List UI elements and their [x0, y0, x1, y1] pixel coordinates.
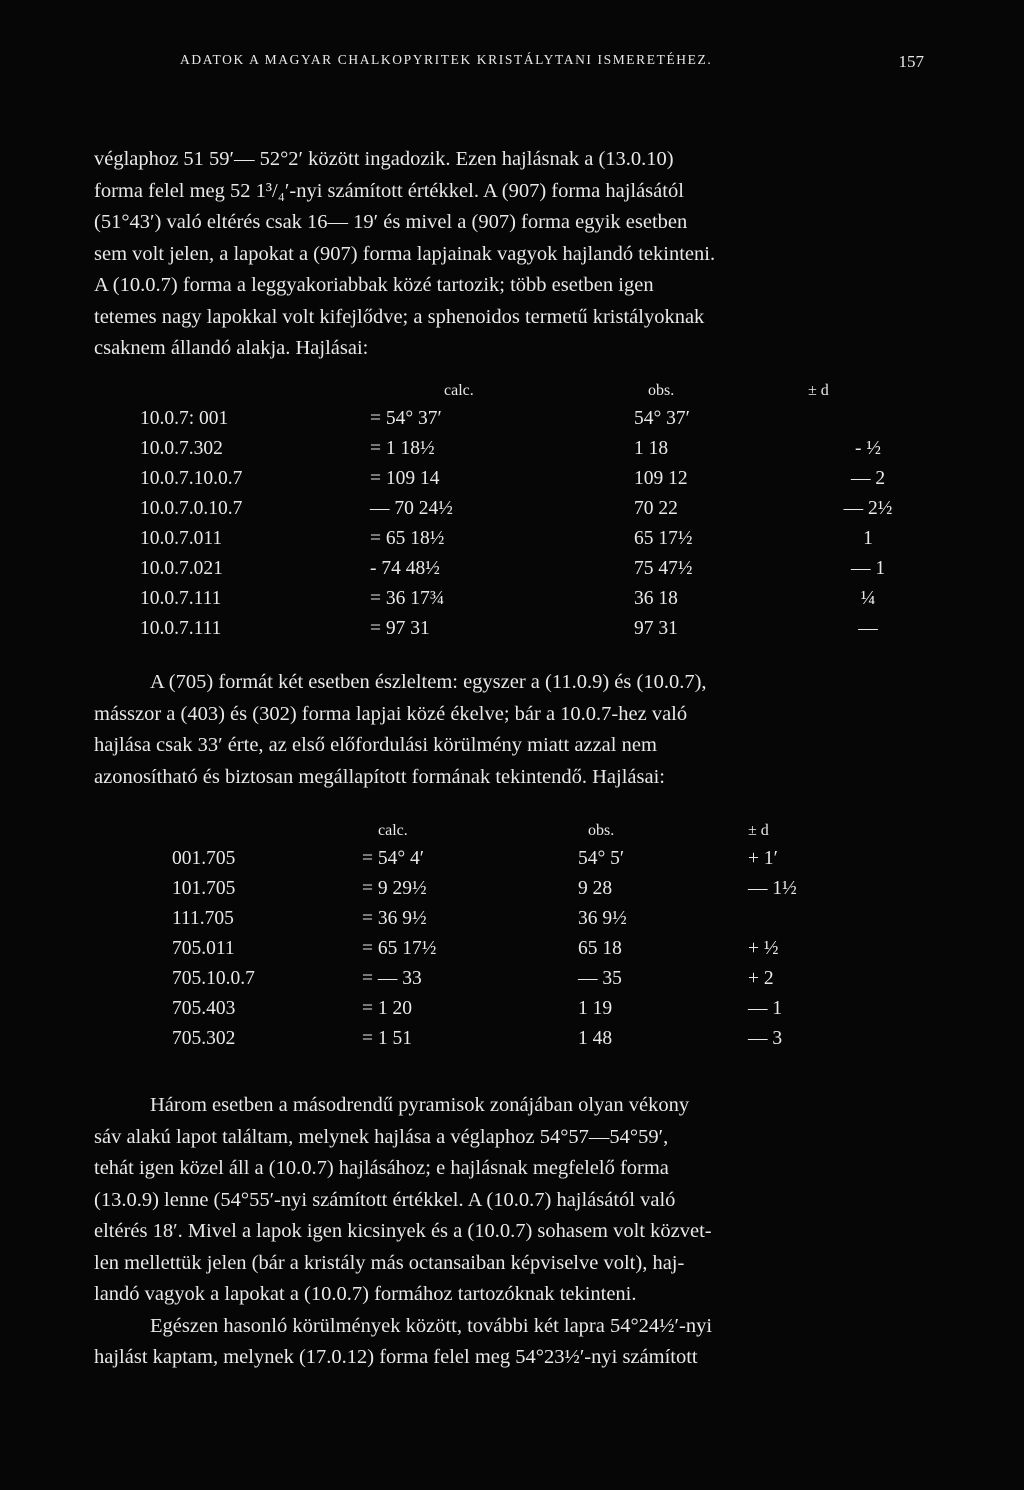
- calc-cell: = 1 20: [362, 998, 412, 1019]
- text-line: másszor a (403) és (302) forma lapjai közé ékelve; bár a 10.0.7-hez való: [94, 702, 688, 725]
- table-header-row: [140, 378, 928, 404]
- table-row: [140, 584, 928, 614]
- form-cell: 111.705: [172, 908, 234, 929]
- delta-cell: — 1: [850, 558, 886, 579]
- angle-table-1: [140, 378, 928, 644]
- calc-cell: = 97 31: [370, 618, 430, 639]
- form-cell: 101.705: [172, 878, 236, 899]
- form-cell: 10.0.7.111: [140, 618, 222, 639]
- text-line: véglaphoz 51 59′— 52°2′ között ingadozik. Ezen hajlásnak a (13.0.10): [94, 148, 674, 170]
- text-line: azonosítható és biztosan megállapított formának tekintendő. Hajlásai:: [94, 765, 665, 788]
- obs-header: obs.: [588, 822, 615, 839]
- text-line: eltérés 18′. Mivel a lapok igen kicsinyek és a (10.0.7) sohasem volt közvet-: [94, 1220, 712, 1242]
- paragraph-1: [94, 144, 952, 365]
- delta-cell: — 1½: [748, 878, 797, 899]
- calc-cell: - 74 48½: [370, 558, 440, 579]
- form-cell: 705.011: [172, 938, 235, 959]
- obs-cell: 36 18: [634, 588, 678, 609]
- obs-cell: 1 18: [634, 438, 669, 459]
- calc-header: calc.: [378, 822, 408, 839]
- form-cell: 705.302: [172, 1028, 236, 1049]
- text-line: (51°43′) való eltérés csak 16— 19′ és mivel a (907) forma egyik esetben: [94, 211, 688, 233]
- obs-header: obs.: [648, 382, 675, 399]
- obs-cell: 65 17½: [634, 528, 693, 549]
- page-number: 157: [898, 52, 924, 71]
- delta-cell: + 2: [748, 968, 774, 989]
- text-line: csaknem állandó alakja. Hajlásai:: [94, 337, 369, 359]
- delta-cell: —: [858, 618, 878, 639]
- table-row: [140, 404, 928, 434]
- calc-cell: = 65 17½: [362, 938, 437, 959]
- table-row: [172, 844, 858, 874]
- table-row: [172, 934, 858, 964]
- delta-header: ± d: [808, 382, 829, 399]
- calc-header: calc.: [444, 382, 474, 399]
- text-line: Egészen hasonló körülmények között, további két lapra 54°24½′-nyi: [150, 1314, 713, 1337]
- calc-cell: = 65 18½: [370, 528, 445, 549]
- table-row: [140, 524, 928, 554]
- form-cell: 10.0.7.011: [140, 528, 223, 549]
- running-header: [0, 52, 1024, 82]
- table-row: [140, 434, 928, 464]
- delta-cell: — 2½: [843, 498, 893, 519]
- obs-cell: 9 28: [578, 878, 613, 899]
- obs-cell: — 35: [578, 968, 622, 989]
- calc-cell: = 109 14: [370, 468, 440, 489]
- obs-cell: 54° 37′: [634, 408, 690, 429]
- delta-cell: + ½: [748, 938, 779, 959]
- obs-cell: 1 48: [578, 1028, 613, 1049]
- delta-cell: — 2: [850, 468, 886, 489]
- obs-cell: 54° 5′: [578, 848, 625, 869]
- form-cell: 10.0.7.302: [140, 438, 223, 459]
- text-line: len mellettük jelen (bár a kristály más octansaiban képviselve volt), haj-: [94, 1251, 685, 1274]
- calc-cell: = 36 17¾: [370, 588, 445, 609]
- form-cell: 10.0.7.111: [140, 588, 222, 609]
- form-cell: 705.403: [172, 998, 236, 1019]
- form-cell: 10.0.7.0.10.7: [140, 498, 243, 519]
- obs-cell: 1 19: [578, 998, 613, 1019]
- form-cell: 10.0.7.021: [140, 558, 223, 579]
- obs-cell: 75 47½: [634, 558, 693, 579]
- delta-cell: — 1: [748, 998, 783, 1019]
- form-cell: 10.0.7.10.0.7: [140, 468, 243, 489]
- text-line: hajlása csak 33′ érte, az első előfordulási körülmény miatt azzal nem: [94, 734, 657, 756]
- form-cell: 10.0.7: 001: [140, 408, 229, 429]
- text-line: Három esetben a másodrendű pyramisok zonájában olyan vékony: [150, 1094, 690, 1116]
- obs-cell: 36 9½: [578, 908, 627, 929]
- text-line: sem volt jelen, a lapokat a (907) forma lapjainak vagyok hajlandó tekinteni.: [94, 242, 716, 265]
- form-cell: 001.705: [172, 848, 236, 869]
- calc-cell: = 36 9½: [362, 908, 427, 929]
- obs-cell: 97 31: [634, 618, 678, 639]
- delta-cell: ¼: [860, 588, 876, 609]
- calc-cell: — 70 24½: [370, 498, 453, 519]
- delta-cell: - ½: [855, 438, 881, 459]
- delta-cell: 1: [863, 528, 873, 549]
- text-line: (13.0.9) lenne (54°55′-nyi számított értékkel. A (10.0.7) hajlásától való: [94, 1188, 676, 1211]
- running-title: ADATOK A MAGYAR CHALKOPYRITEK KRISTÁLYTANI ISMERETÉHEZ.: [180, 52, 713, 67]
- obs-cell: 65 18: [578, 938, 622, 959]
- delta-cell: [808, 404, 928, 434]
- delta-cell: — 3: [748, 1028, 783, 1049]
- calc-cell: = 1 18½: [370, 438, 435, 459]
- table-header-row: [172, 818, 858, 844]
- text-line: landó vagyok a lapokat a (10.0.7) formához tartozóknak tekinteni.: [94, 1283, 637, 1305]
- table-row: [140, 464, 928, 494]
- table-row: [172, 994, 858, 1024]
- table-row: [172, 904, 858, 934]
- angle-table-2: [172, 818, 858, 1054]
- calc-cell: = 1 51: [362, 1028, 412, 1049]
- paragraph-2: [94, 667, 952, 793]
- text-line: tetemes nagy lapokkal volt kifejlődve; a sphenoidos termetű kristályoknak: [94, 305, 705, 328]
- calc-cell: = 9 29½: [362, 878, 427, 899]
- table-row: [140, 614, 928, 644]
- paragraph-3: [94, 1090, 952, 1374]
- text-line: tehát igen közel áll a (10.0.7) hajlásához; e hajlásnak megfelelő forma: [94, 1157, 669, 1179]
- obs-cell: 70 22: [634, 498, 678, 519]
- calc-cell: = 54° 4′: [362, 848, 425, 869]
- table-row: [140, 554, 928, 584]
- text-line: sáv alakú lapot találtam, melynek hajlása a véglaphoz 54°57—54°59′,: [94, 1125, 669, 1148]
- calc-cell: = 54° 37′: [370, 408, 442, 429]
- delta-cell: [748, 904, 858, 934]
- obs-cell: 109 12: [634, 468, 688, 489]
- table-row: [172, 964, 858, 994]
- delta-cell: + 1′: [748, 848, 778, 869]
- text-line: A (10.0.7) forma a leggyakoriabbak közé tartozik; több esetben igen: [94, 274, 654, 296]
- form-cell: 705.10.0.7: [172, 968, 255, 989]
- table-row: [172, 1024, 858, 1054]
- text-line: A (705) formát két esetben észleltem: egyszer a (11.0.9) és (10.0.7),: [150, 671, 707, 693]
- delta-header: ± d: [748, 822, 769, 839]
- text-line: forma felel meg 52 1³/₄′-nyi számított értékkel. A (907) forma hajlásától: [94, 179, 684, 202]
- table-row: [172, 874, 858, 904]
- calc-cell: = — 33: [362, 968, 422, 989]
- table-row: [140, 494, 928, 524]
- text-line: hajlást kaptam, melynek (17.0.12) forma felel meg 54°23½′-nyi számított: [94, 1346, 698, 1368]
